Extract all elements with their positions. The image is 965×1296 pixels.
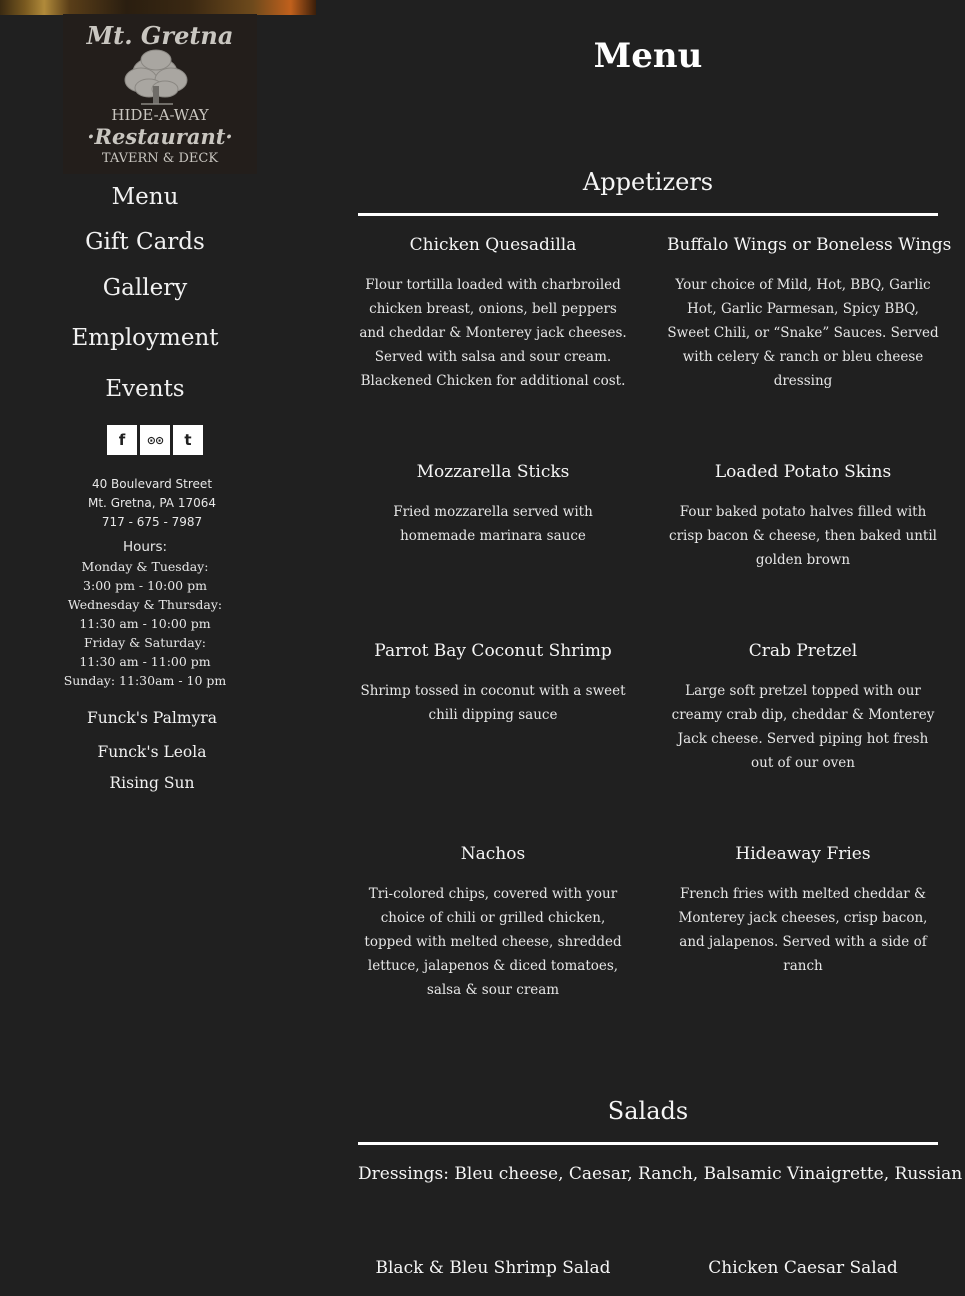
menu-item xyxy=(357,641,629,727)
twitter-icon[interactable]: t xyxy=(173,425,203,455)
page-title: Menu xyxy=(593,36,703,76)
restaurant-logo[interactable] xyxy=(63,14,257,174)
menu-item-name: Crab Pretzel xyxy=(748,641,858,661)
section-divider xyxy=(358,213,938,216)
hours-line: 11:30 am - 11:00 pm xyxy=(79,654,211,669)
nav-employment[interactable]: Employment xyxy=(71,325,219,351)
menu-item xyxy=(357,462,629,548)
menu-item-name: Parrot Bay Coconut Shrimp xyxy=(374,641,612,661)
menu-item-description: Your choice of Mild, Hot, BBQ, Garlic Hot, Garlic Parmesan, Spicy BBQ, Sweet Chili, or “Snake” Sauces. Served with celery & ranch or bleu cheese dressing xyxy=(667,277,939,389)
header-banner-image xyxy=(0,0,316,15)
menu-item-description: French fries with melted cheddar & Monterey jack cheeses, crisp bacon, and jalapenos. Served with a side of ranch xyxy=(678,886,928,974)
menu-item-description: Four baked potato halves filled with crisp bacon & cheese, then baked until golden brown xyxy=(669,504,937,568)
menu-item xyxy=(667,1258,939,1296)
hours-line: Sunday: 11:30am - 10 pm xyxy=(63,673,227,688)
menu-item-name: Nachos xyxy=(460,844,526,864)
social-links xyxy=(107,425,203,455)
address-street: 40 Boulevard Street xyxy=(91,477,213,491)
menu-item-name: Chicken Quesadilla xyxy=(409,235,577,255)
menu-item-name: Loaded Potato Skins xyxy=(714,462,892,482)
logo-line4: TAVERN & DECK xyxy=(101,151,219,166)
sidebar xyxy=(0,0,316,1293)
menu-item-name: Black & Bleu Shrimp Salad xyxy=(375,1258,611,1278)
menu-item-name: Buffalo Wings or Boneless Wings xyxy=(667,235,952,255)
menu-item-description: Tri-colored chips, covered with your choice of chili or grilled chicken, topped with melted cheese, shredded lettuce, jalapenos & diced tomatoes, salsa & sour cream xyxy=(364,886,622,998)
hours-block xyxy=(0,538,290,690)
menu-item xyxy=(357,844,629,1002)
menu-item-name: Chicken Caesar Salad xyxy=(708,1258,898,1278)
section-divider xyxy=(358,1142,938,1145)
address-block xyxy=(7,475,297,532)
menu-item xyxy=(357,235,629,393)
menu-item-description: Shrimp tossed in coconut with a sweet chili dipping sauce xyxy=(360,683,626,723)
hours-line: Monday & Tuesday: xyxy=(81,559,209,574)
tripadvisor-icon[interactable]: ⊙⊙ xyxy=(140,425,170,455)
tree-icon xyxy=(63,14,257,174)
phone-number[interactable]: 717 - 675 - 7987 xyxy=(101,515,203,529)
menu-item-description: Flour tortilla loaded with charbroiled chicken breast, onions, bell peppers and cheddar & Monterey jack cheeses. Served with salsa and sour cream. Blackened Chicken for additional cost. xyxy=(359,277,627,389)
facebook-icon[interactable]: f xyxy=(107,425,137,455)
logo-line3: ·Restaurant· xyxy=(87,124,233,149)
address-city: Mt. Gretna, PA 17064 xyxy=(88,496,216,510)
location-link-funcks-palmyra[interactable]: Funck's Palmyra xyxy=(87,709,217,727)
menu-item-name: Mozzarella Sticks xyxy=(416,462,570,482)
hours-line: Wednesday & Thursday: xyxy=(67,597,223,612)
menu-item xyxy=(667,641,939,775)
nav-gallery[interactable]: Gallery xyxy=(102,275,188,301)
hours-label: Hours: xyxy=(122,539,168,555)
menu-item-description: Large soft pretzel topped with our creamy crab dip, cheddar & Monterey Jack cheese. Served piping hot fresh out of our oven xyxy=(671,683,935,771)
location-link-funcks-leola[interactable]: Funck's Leola xyxy=(97,743,207,761)
location-link-rising-sun[interactable]: Rising Sun xyxy=(109,774,195,792)
nav-menu[interactable]: Menu xyxy=(111,184,179,210)
logo-line1: Mt. Gretna xyxy=(86,21,234,50)
logo-line2: HIDE-A-WAY xyxy=(111,106,209,124)
dressings-note: Dressings: Bleu cheese, Caesar, Ranch, Balsamic Vinaigrette, Russian xyxy=(358,1164,963,1184)
menu-item xyxy=(667,235,952,393)
menu-item-description: Fried mozzarella served with homemade marinara sauce xyxy=(393,504,593,544)
menu-item-name: Hideaway Fries xyxy=(735,844,871,864)
main-content xyxy=(316,0,965,1293)
nav-gift-cards[interactable]: Gift Cards xyxy=(85,229,205,255)
hours-line: 3:00 pm - 10:00 pm xyxy=(83,578,207,593)
hours-line: Friday & Saturday: xyxy=(83,635,207,650)
menu-item xyxy=(357,1258,629,1296)
menu-item xyxy=(667,462,939,572)
menu-item xyxy=(667,844,939,978)
nav-events[interactable]: Events xyxy=(105,376,185,402)
hours-line: 11:30 am - 10:00 pm xyxy=(79,616,211,631)
section-title-appetizers: Appetizers xyxy=(582,168,714,196)
section-title-salads: Salads xyxy=(607,1097,689,1125)
